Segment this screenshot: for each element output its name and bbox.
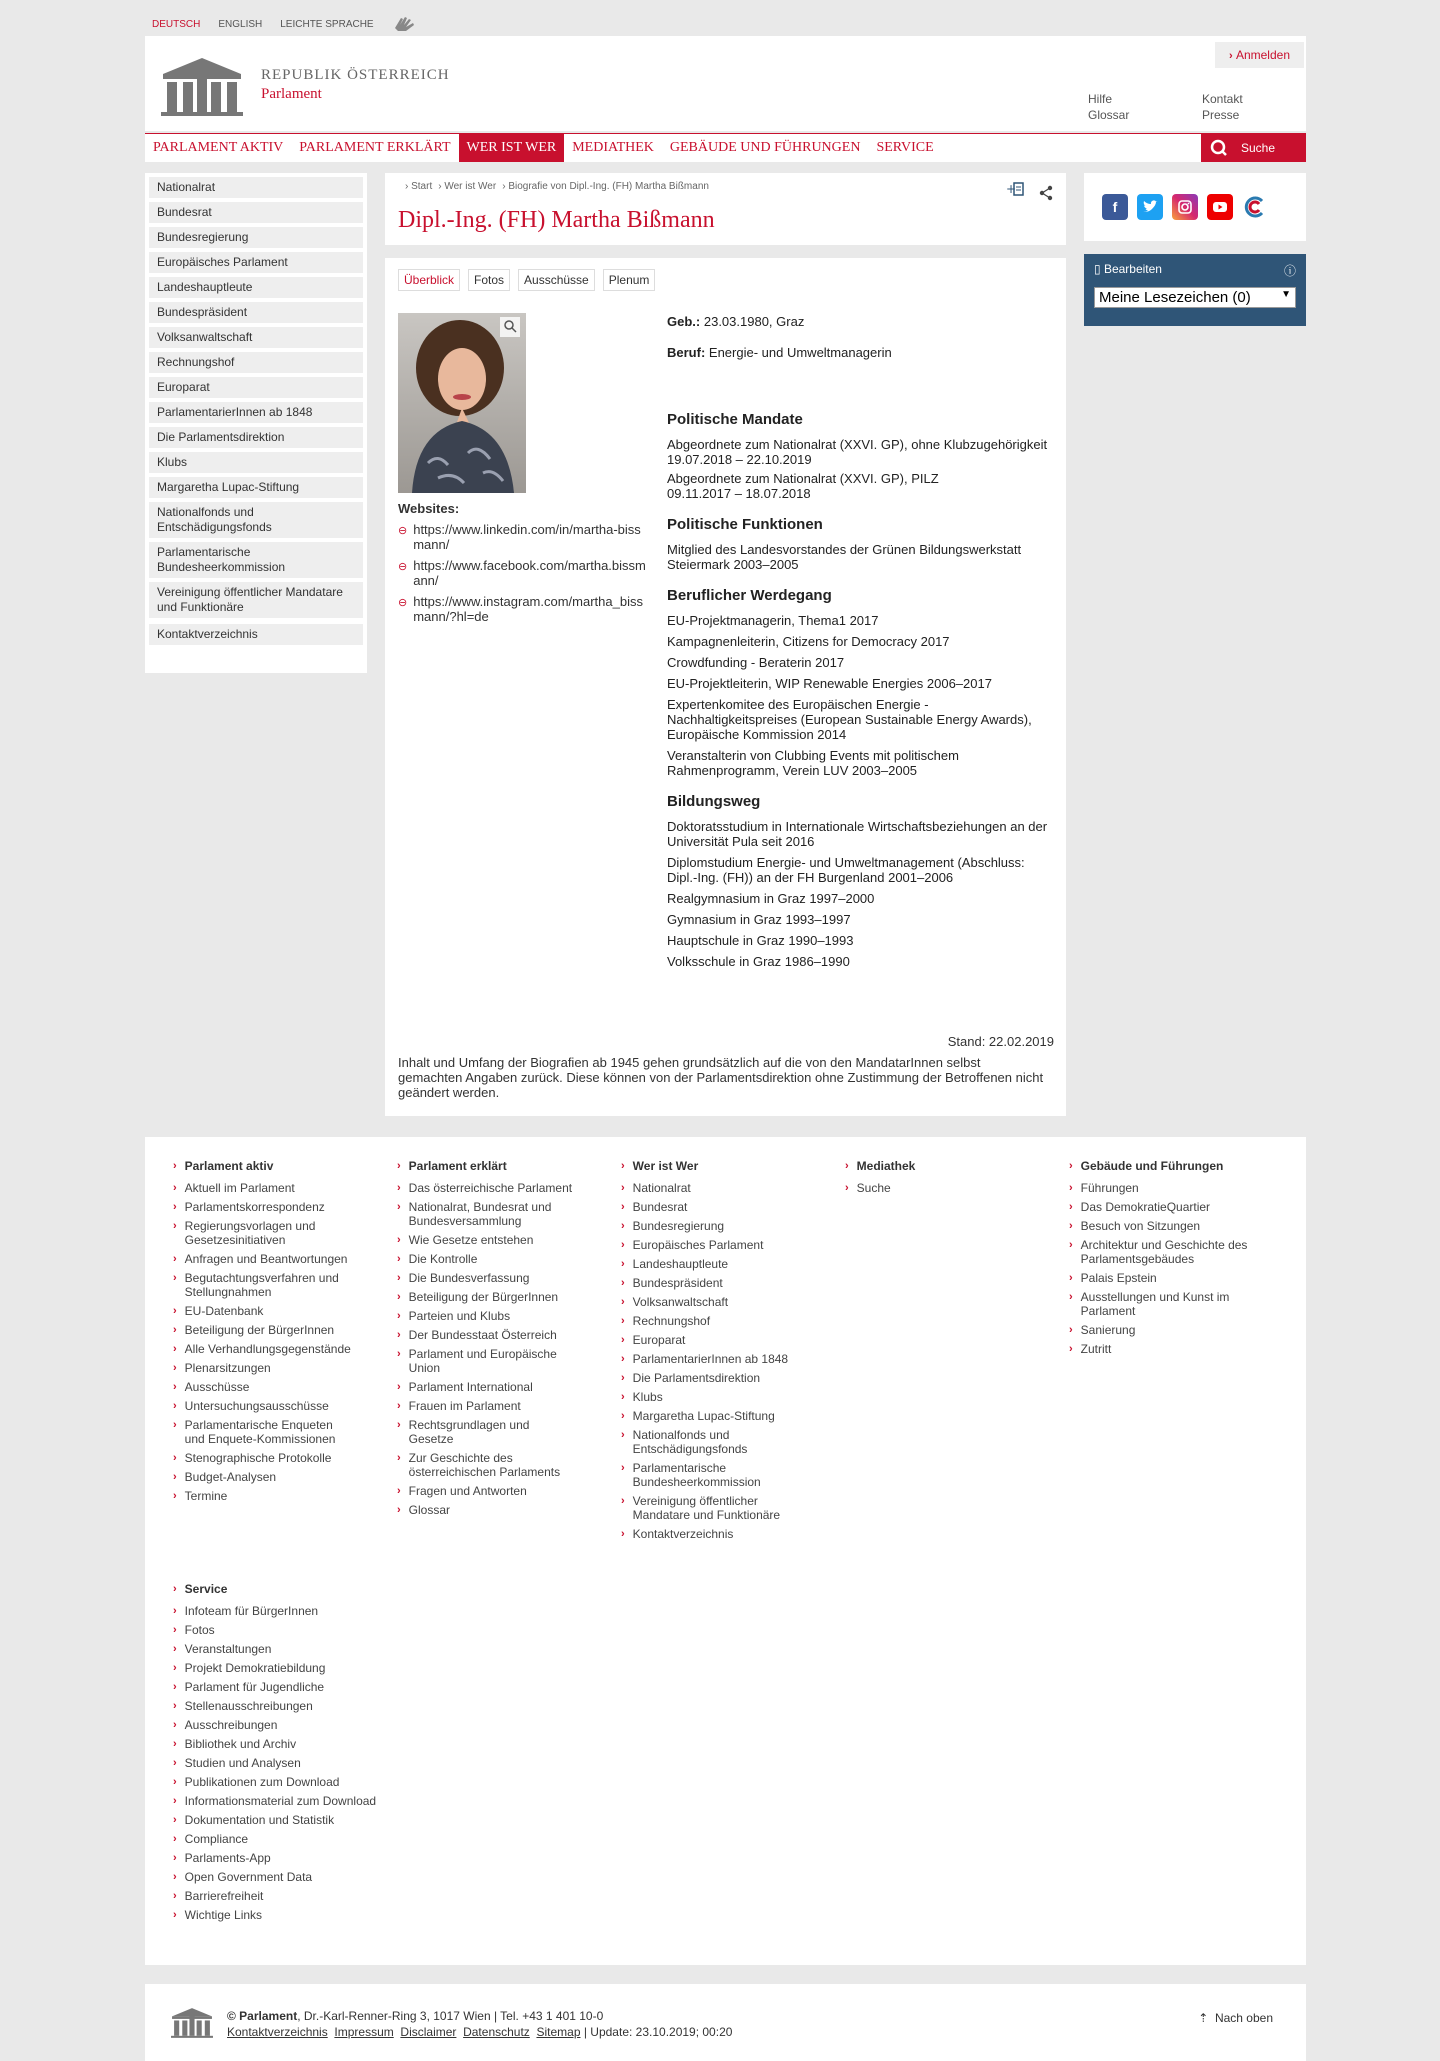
profession-info: Beruf: Energie- und Umweltmanagerin — [667, 345, 892, 360]
funktionen-list — [667, 542, 1055, 572]
footer-link[interactable]: › Klubs — [621, 1390, 663, 1404]
funktion-item: Mitglied des Landesvorstandes der Grünen Bildungswerkstatt Steiermark 2003–2005 — [667, 542, 1022, 572]
portrait-photo[interactable] — [398, 313, 526, 493]
chevron-right-icon: › — [173, 1852, 177, 1864]
breadcrumb-current: › Biografie von Dipl.-Ing. (FH) Martha Bißmann — [502, 181, 709, 192]
chevron-right-icon: › — [173, 1757, 177, 1769]
chevron-right-icon: › — [173, 1182, 177, 1194]
chevron-right-icon: › — [173, 1253, 177, 1265]
footer-col-parlament-aktiv — [173, 1159, 353, 1508]
chevron-right-icon: › — [173, 1419, 177, 1431]
footer-sitemap — [145, 1137, 1306, 1965]
chevron-right-icon: › — [173, 1871, 177, 1883]
footer-address: , Dr.-Karl-Renner-Ring 3, 1017 Wien | Tel. +43 1 401 10-0 — [297, 2009, 604, 2023]
chevron-right-icon: › — [173, 1400, 177, 1412]
chevron-right-icon: › — [173, 1814, 177, 1826]
footer-link[interactable]: › Europarat — [621, 1333, 686, 1347]
bookmark-select[interactable]: Meine Lesezeichen (0) ▼ — [1094, 287, 1296, 308]
footer-org: © Parlament — [227, 2009, 298, 2023]
footer-link[interactable]: › Suche — [845, 1181, 891, 1195]
chevron-right-icon: › — [1069, 1272, 1073, 1284]
footer-link[interactable]: › Compliance — [173, 1832, 249, 1846]
disclaimer-note: Inhalt und Umfang der Biografien ab 1945 gehen grundsätzlich auf die von den MandatarInnen selbst gemachten Angaben zurück. Diese können von der Parlamentsdirektion ohne Zustimmung der Betroffenen nicht geändert werden. — [398, 1055, 1044, 1100]
chevron-right-icon: › — [397, 1452, 401, 1464]
footer-link[interactable]: › Margaretha Lupac-Stiftung — [621, 1409, 775, 1423]
chevron-right-icon: › — [173, 1362, 177, 1374]
footer-link[interactable]: › Rechtsgrundlagen und Gesetze — [397, 1418, 530, 1446]
biography-panel — [385, 258, 1066, 1116]
share-icon[interactable] — [1038, 185, 1054, 201]
twitter-icon[interactable] — [1137, 194, 1163, 220]
chevron-right-icon: › — [397, 1329, 401, 1341]
footer-col-heading[interactable]: › Service — [173, 1582, 228, 1596]
chevron-right-icon: › — [1069, 1160, 1073, 1172]
footer-link[interactable]: › Barrierefreiheit — [173, 1889, 264, 1903]
werdegang-item: Veranstalterin von Clubbing Events mit politischem Rahmenprogramm, Verein LUV 2003–2005 — [667, 748, 959, 778]
chevron-right-icon: › — [397, 1419, 401, 1431]
chevron-right-icon: › — [397, 1400, 401, 1412]
chevron-right-icon: › — [397, 1253, 401, 1265]
chevron-right-icon: › — [621, 1315, 625, 1327]
footer-link[interactable]: › Stellenausschreibungen — [173, 1699, 313, 1713]
nav-service[interactable]: SERVICE — [876, 140, 934, 155]
breadcrumb-start[interactable]: › Start — [405, 181, 433, 192]
websites-section — [398, 501, 648, 630]
mandate-item: Abgeordnete zum Nationalrat (XXVI. GP), ohne Klubzugehörigkeit — [667, 437, 1048, 452]
nav-parlament-erklaert[interactable]: PARLAMENT ERKLÄRT — [299, 140, 451, 155]
chevron-right-icon: › — [173, 1305, 177, 1317]
footer-link[interactable]: › Beteiligung der BürgerInnen — [397, 1290, 559, 1304]
footer-link[interactable]: › Beteiligung der BürgerInnen — [173, 1323, 335, 1337]
footer-link[interactable]: › Rechnungshof — [621, 1314, 711, 1328]
sign-language-icon[interactable] — [392, 14, 418, 35]
press-link[interactable]: Presse — [1202, 108, 1240, 122]
footer-link[interactable]: › Informationsmaterial zum Download — [173, 1794, 377, 1808]
footer-link[interactable]: › Wie Gesetze entstehen — [397, 1233, 534, 1247]
chevron-right-icon: › — [397, 1160, 401, 1172]
breadcrumb-wer-ist-wer[interactable]: › Wer ist Wer — [438, 181, 497, 192]
sidebar-item[interactable]: Klubs — [149, 452, 363, 473]
chevron-right-icon: › — [1069, 1182, 1073, 1194]
bildung-item: Realgymnasium in Graz 1997–2000 — [667, 891, 875, 906]
chevron-right-icon: › — [1069, 1291, 1073, 1303]
mandate-dates: 09.11.2017 – 18.07.2018 — [667, 486, 811, 501]
chevron-right-icon: › — [397, 1182, 401, 1194]
footer-link[interactable]: › Parlamentskorrespondenz — [173, 1200, 325, 1214]
footer-link[interactable]: › ParlamentarierInnen ab 1848 — [621, 1352, 789, 1366]
footer-link[interactable]: › Anfragen und Beantwortungen — [173, 1252, 348, 1266]
chevron-right-icon: › — [173, 1795, 177, 1807]
chevron-right-icon: › — [621, 1201, 625, 1213]
chevron-right-icon: › — [1069, 1220, 1073, 1232]
footer-link[interactable]: › Glossar — [397, 1503, 451, 1517]
sidebar-item[interactable]: Bundesrat — [149, 202, 363, 223]
footer-link[interactable]: › Nationalrat — [621, 1181, 691, 1195]
sidebar-item[interactable]: Europäisches Parlament — [149, 252, 363, 273]
footer-link[interactable]: › Begutachtungsverfahren und Stellungnahmen — [173, 1271, 339, 1299]
svg-text:+: + — [1006, 182, 1017, 196]
sidebar-item[interactable]: Kontaktverzeichnis — [149, 624, 363, 645]
chevron-right-icon: › — [1069, 1324, 1073, 1336]
tab-ausschuesse[interactable]: Ausschüsse — [518, 269, 595, 291]
chevron-right-icon: › — [845, 1182, 849, 1194]
footer-link[interactable]: › Besuch von Sitzungen — [1069, 1219, 1201, 1233]
dropdown-arrow-icon: ▼ — [1281, 289, 1291, 300]
info-icon[interactable]: ⓘ — [1283, 264, 1296, 278]
footer-col-heading[interactable]: › Wer ist Wer — [621, 1159, 699, 1173]
footer-link[interactable]: › Architektur und Geschichte des Parlamentsgebäudes — [1069, 1238, 1248, 1266]
footer-link[interactable]: › Bundespräsident — [621, 1276, 723, 1290]
werdegang-item: Kampagnenleiterin, Citizens for Democracy 2017 — [667, 634, 950, 649]
footer-link[interactable]: › Vereinigung öffentlicher Mandatare und Funktionäre — [621, 1494, 781, 1522]
sidebar-item[interactable]: Landeshauptleute — [149, 277, 363, 298]
external-link-icon: ⊖ — [398, 561, 408, 573]
werdegang-item: EU-Projektmanagerin, Thema1 2017 — [667, 613, 879, 628]
chevron-right-icon: › — [173, 1452, 177, 1464]
chevron-right-icon: › — [173, 1583, 177, 1595]
footer-col-service — [173, 1582, 413, 1927]
parliament-logo-icon — [159, 54, 245, 116]
parliament-logo-small-icon[interactable] — [170, 2006, 214, 2038]
chevron-right-icon: › — [173, 1324, 177, 1336]
chevron-right-icon: › — [173, 1605, 177, 1617]
footer-link[interactable]: › Nationalrat, Bundesrat und Bundesversammlung — [397, 1200, 552, 1228]
chevron-right-icon: › — [397, 1504, 401, 1516]
footer-link[interactable]: › Ausschreibungen — [173, 1718, 278, 1732]
social-links — [1084, 173, 1306, 241]
footer-update: | Update: 23.10.2019; 00:20 — [583, 2025, 733, 2039]
bildung-item: Volksschule in Graz 1986–1990 — [667, 954, 850, 969]
footer-link[interactable]: › Ausstellungen und Kunst im Parlament — [1069, 1290, 1230, 1318]
facebook-icon[interactable]: f — [1102, 194, 1128, 220]
meta-links-left — [1088, 91, 1129, 123]
footer-link[interactable]: › Parlament für Jugendliche — [173, 1680, 325, 1694]
chevron-right-icon: › — [173, 1890, 177, 1902]
page-footer — [145, 1984, 1306, 2061]
tab-ueberblick[interactable]: Überblick — [398, 269, 460, 291]
add-bookmark-icon[interactable] — [1006, 181, 1026, 197]
footer-link-datenschutz[interactable]: Datenschutz — [463, 2025, 530, 2039]
footer-link[interactable]: › Parteien und Klubs — [397, 1309, 511, 1323]
bookmark-panel — [1084, 254, 1306, 326]
chevron-right-icon: › — [621, 1239, 625, 1251]
chevron-right-icon: › — [621, 1160, 625, 1172]
footer-col-parlament-erklaert — [397, 1159, 577, 1522]
login-button[interactable] — [1215, 42, 1304, 68]
chevron-right-icon: › — [173, 1272, 177, 1284]
chevron-right-icon: › — [173, 1381, 177, 1393]
search-button[interactable] — [1201, 134, 1306, 162]
chevron-right-icon: › — [621, 1182, 625, 1194]
chevron-right-icon: › — [1069, 1343, 1073, 1355]
lang-leichte-sprache[interactable]: LEICHTE SPRACHE — [280, 19, 374, 30]
chevron-right-icon: › — [621, 1277, 625, 1289]
footer-link-impressum[interactable]: Impressum — [334, 2025, 394, 2039]
chevron-right-icon: › — [173, 1681, 177, 1693]
title-panel — [385, 173, 1066, 245]
nav-wer-ist-wer[interactable]: WER IST WER — [459, 134, 565, 162]
search-label: Suche — [1241, 141, 1276, 155]
chevron-right-icon: › — [173, 1909, 177, 1921]
footer-link[interactable]: › Zur Geschichte des österreichischen Parlaments — [397, 1451, 561, 1479]
footer-link[interactable]: › Infoteam für BürgerInnen — [173, 1604, 319, 1618]
werdegang-heading: Beruflicher Werdegang — [667, 587, 832, 604]
chevron-right-icon: › — [397, 1310, 401, 1322]
sidebar-item[interactable]: Nationalrat — [149, 177, 363, 198]
footer-link[interactable]: › Palais Epstein — [1069, 1271, 1157, 1285]
lang-english[interactable]: ENGLISH — [218, 19, 263, 30]
footer-link[interactable]: › Stenographische Protokolle — [173, 1451, 332, 1465]
sidebar-item[interactable]: Vereinigung öffentlicher Mandatare und Funktionäre — [149, 582, 363, 618]
chevron-right-icon: › — [845, 1160, 849, 1172]
footer-link[interactable]: › Budget-Analysen — [173, 1470, 277, 1484]
mandate-dates: 19.07.2018 – 22.10.2019 — [667, 452, 812, 467]
bildung-item: Hauptschule in Graz 1990–1993 — [667, 933, 854, 948]
footer-link[interactable]: › Parlament und Europäische Union — [397, 1347, 557, 1375]
footer-link[interactable]: › Europäisches Parlament — [621, 1238, 764, 1252]
werdegang-item: EU-Projektleiterin, WIP Renewable Energies 2006–2017 — [667, 676, 992, 691]
tab-fotos[interactable]: Fotos — [468, 269, 510, 291]
footer-link[interactable]: › Untersuchungsausschüsse — [173, 1399, 329, 1413]
chevron-right-icon: › — [621, 1372, 625, 1384]
footer-link[interactable]: › Sanierung — [1069, 1323, 1136, 1337]
footer-link[interactable]: › Fragen und Antworten — [397, 1484, 527, 1498]
chevron-right-icon: › — [173, 1160, 177, 1172]
chevron-right-icon: › — [621, 1220, 625, 1232]
footer-link[interactable]: › Das österreichische Parlament — [397, 1181, 573, 1195]
nav-parlament-aktiv[interactable]: PARLAMENT AKTIV — [153, 140, 284, 155]
tab-plenum[interactable]: Plenum — [603, 269, 656, 291]
footer-text — [227, 2008, 732, 2040]
footer-link[interactable]: › Der Bundesstaat Österreich — [397, 1328, 557, 1342]
footer-link[interactable]: › Veranstaltungen — [173, 1642, 272, 1656]
logo[interactable] — [159, 54, 450, 116]
footer-link[interactable]: › Fotos — [173, 1623, 215, 1637]
footer-link[interactable]: › Projekt Demokratiebildung — [173, 1661, 326, 1675]
back-to-top-link[interactable]: ⇡ Nach oben — [1198, 2011, 1273, 2025]
mandate-heading: Politische Mandate — [667, 411, 803, 428]
sidebar-item[interactable]: Nationalfonds und Entschädigungsfonds — [149, 502, 363, 538]
chevron-right-icon: › — [397, 1485, 401, 1497]
glossary-link[interactable]: Glossar — [1088, 108, 1130, 122]
footer-link[interactable]: › Aktuell im Parlament — [173, 1181, 295, 1195]
footer-link[interactable]: › Volksanwaltschaft — [621, 1295, 729, 1309]
websites-heading: Websites: — [398, 501, 460, 516]
external-link-icon: ⊖ — [398, 525, 408, 537]
chevron-right-icon: › — [173, 1201, 177, 1213]
footer-link[interactable]: › Die Kontrolle — [397, 1252, 478, 1266]
footer-link[interactable]: › Studien und Analysen — [173, 1756, 301, 1770]
chevron-right-icon: › — [173, 1490, 177, 1502]
lang-deutsch[interactable]: DEUTSCH — [152, 19, 201, 30]
footer-col-gebaeude — [1069, 1159, 1249, 1361]
chevron-right-icon: › — [173, 1220, 177, 1232]
chevron-right-icon: › — [621, 1528, 625, 1540]
breadcrumb — [405, 181, 709, 192]
instagram-icon[interactable] — [1172, 194, 1198, 220]
chevron-right-icon: › — [621, 1495, 625, 1507]
chevron-right-icon: › — [1228, 50, 1233, 62]
nav-gebaeude-fuehrungen[interactable]: GEBÄUDE UND FÜHRUNGEN — [669, 140, 861, 155]
footer-link[interactable]: › Führungen — [1069, 1181, 1139, 1195]
website-link-facebook[interactable]: ⊖ https://www.facebook.com/martha.bissmann/ — [398, 558, 646, 588]
werdegang-item: Expertenkomitee des Europäischen Energie - Nachhaltigkeitspreises (European Sustainable Energy Awards), Europäische Kommission 2014 — [667, 697, 1032, 742]
footer-link[interactable]: › Bundesregierung — [621, 1219, 725, 1233]
funktionen-heading: Politische Funktionen — [667, 516, 823, 533]
nav-mediathek[interactable]: MEDIATHEK — [572, 140, 654, 155]
footer-link[interactable]: › Parlamentarische Enqueten und Enquete-Kommissionen — [173, 1418, 336, 1446]
footer-col-wer-ist-wer — [621, 1159, 801, 1546]
chevron-right-icon: › — [621, 1334, 625, 1346]
mandate-list — [667, 437, 1055, 501]
footer-link[interactable]: › Dokumentation und Statistik — [173, 1813, 335, 1827]
page-title: Dipl.-Ing. (FH) Martha Bißmann — [398, 207, 715, 233]
chevron-right-icon: › — [397, 1272, 401, 1284]
bildung-item: Diplomstudium Energie- und Umweltmanagement (Abschluss: Dipl.-Ing. (FH)) an der FH Burgenland 2001–2006 — [667, 855, 1025, 885]
chevron-right-icon: › — [397, 1291, 401, 1303]
sidebar-item[interactable]: Bundesregierung — [149, 227, 363, 248]
bildung-item: Doktoratsstudium in Internationale Wirtschaftsbeziehungen an der Universität Pula seit 2016 — [667, 819, 1048, 849]
footer-link[interactable]: › Parlament International — [397, 1380, 533, 1394]
footer-link-kontaktverzeichnis[interactable]: Kontaktverzeichnis — [227, 2025, 328, 2039]
bildung-list — [667, 819, 1055, 969]
footer-link[interactable]: › Das DemokratieQuartier — [1069, 1200, 1211, 1214]
sidebar-item[interactable]: Bundespräsident — [149, 302, 363, 323]
chevron-right-icon: › — [621, 1429, 625, 1441]
chevron-right-icon: › — [621, 1391, 625, 1403]
search-icon — [1201, 138, 1241, 158]
chevron-right-icon: › — [173, 1776, 177, 1788]
parliament-app-icon[interactable] — [1242, 194, 1268, 220]
sidebar-item[interactable]: Europarat — [149, 377, 363, 398]
chevron-right-icon: › — [621, 1410, 625, 1422]
werdegang-item: Crowdfunding - Beraterin 2017 — [667, 655, 845, 670]
chevron-right-icon: › — [397, 1381, 401, 1393]
chevron-right-icon: › — [173, 1833, 177, 1845]
chevron-right-icon: › — [621, 1258, 625, 1270]
website-link-linkedin[interactable]: ⊖ https://www.linkedin.com/in/martha-bissmann/ — [398, 522, 641, 552]
footer-link[interactable]: › Termine — [173, 1489, 228, 1503]
chevron-right-icon: › — [397, 1348, 401, 1360]
footer-link[interactable]: › Bundesrat — [621, 1200, 688, 1214]
footer-link[interactable]: › Nationalfonds und Entschädigungsfonds — [621, 1428, 748, 1456]
mandate-item: Abgeordnete zum Nationalrat (XXVI. GP), PILZ — [667, 471, 939, 486]
footer-link[interactable]: › Die Parlamentsdirektion — [621, 1371, 761, 1385]
sidebar-item[interactable]: Margaretha Lupac-Stiftung — [149, 477, 363, 498]
footer-link[interactable]: › Ausschüsse — [173, 1380, 250, 1394]
logo-title: REPUBLIK ÖSTERREICH — [261, 67, 450, 83]
footer-link[interactable]: › Publikationen zum Download — [173, 1775, 340, 1789]
tabs — [398, 269, 655, 291]
meta-links-right — [1202, 91, 1243, 123]
arrow-up-icon: ⇡ — [1198, 2011, 1209, 2025]
footer-link[interactable]: › Alle Verhandlungsgegenstände — [173, 1342, 351, 1356]
bio-details — [667, 314, 1055, 975]
footer-link[interactable]: › Plenarsitzungen — [173, 1361, 271, 1375]
footer-link[interactable]: › Open Government Data — [173, 1870, 313, 1884]
werdegang-list — [667, 613, 1055, 778]
help-link[interactable]: Hilfe — [1088, 92, 1113, 106]
birth-info: Geb.: 23.03.1980, Graz — [667, 314, 805, 329]
chevron-right-icon: › — [173, 1343, 177, 1355]
footer-col-heading[interactable]: › Mediathek — [845, 1159, 916, 1173]
chevron-right-icon: › — [173, 1719, 177, 1731]
contact-link[interactable]: Kontakt — [1202, 92, 1243, 106]
footer-link[interactable]: › Bibliothek und Archiv — [173, 1737, 297, 1751]
sidebar-item[interactable]: Die Parlamentsdirektion — [149, 427, 363, 448]
footer-link[interactable]: › Frauen im Parlament — [397, 1399, 521, 1413]
sidebar-item[interactable]: Volksanwaltschaft — [149, 327, 363, 348]
chevron-right-icon: › — [397, 1234, 401, 1246]
footer-link[interactable]: › Wichtige Links — [173, 1908, 263, 1922]
chevron-right-icon: › — [173, 1643, 177, 1655]
stand-date: Stand: 22.02.2019 — [947, 1034, 1054, 1049]
sidebar-item[interactable]: Rechnungshof — [149, 352, 363, 373]
footer-link-disclaimer[interactable]: Disclaimer — [400, 2025, 457, 2039]
chevron-right-icon: › — [173, 1662, 177, 1674]
chevron-right-icon: › — [621, 1462, 625, 1474]
footer-link[interactable]: › Zutritt — [1069, 1342, 1112, 1356]
bookmark-edit[interactable]: ▯ Bearbeiten — [1094, 262, 1162, 276]
chevron-right-icon: › — [173, 1738, 177, 1750]
footer-col-heading[interactable]: › Parlament erklärt — [397, 1159, 507, 1173]
footer-link[interactable]: › Parlamentarische Bundesheerkommission — [621, 1461, 761, 1489]
left-sidebar — [145, 173, 367, 673]
chevron-right-icon: › — [621, 1296, 625, 1308]
footer-link[interactable]: › Kontaktverzeichnis — [621, 1527, 734, 1541]
chevron-right-icon: › — [173, 1624, 177, 1636]
site-header — [145, 36, 1306, 131]
external-link-icon: ⊖ — [398, 597, 408, 609]
bildung-item: Gymnasium in Graz 1993–1997 — [667, 912, 851, 927]
chevron-right-icon: › — [621, 1353, 625, 1365]
footer-link[interactable]: › Landeshauptleute — [621, 1257, 729, 1271]
footer-link[interactable]: › Parlaments-App — [173, 1851, 271, 1865]
login-label: Anmelden — [1235, 48, 1290, 62]
website-link-instagram[interactable]: ⊖ https://www.instagram.com/martha_bissmann/?hl=de — [398, 594, 643, 624]
main-nav — [145, 133, 1306, 162]
chevron-right-icon: › — [1069, 1239, 1073, 1251]
chevron-right-icon: › — [173, 1700, 177, 1712]
sidebar-item[interactable]: ParlamentarierInnen ab 1848 — [149, 402, 363, 423]
footer-col-heading[interactable]: › Parlament aktiv — [173, 1159, 274, 1173]
chevron-right-icon: › — [173, 1471, 177, 1483]
footer-col-heading[interactable]: › Gebäude und Führungen — [1069, 1159, 1224, 1173]
language-bar — [152, 14, 418, 35]
footer-link[interactable]: › EU-Datenbank — [173, 1304, 264, 1318]
chevron-right-icon: › — [1069, 1201, 1073, 1213]
footer-link[interactable]: › Die Bundesverfassung — [397, 1271, 530, 1285]
logo-subtitle: Parlament — [261, 86, 322, 102]
footer-col-mediathek — [845, 1159, 1025, 1200]
youtube-icon[interactable] — [1207, 194, 1233, 220]
footer-link-sitemap[interactable]: Sitemap — [536, 2025, 581, 2039]
footer-link[interactable]: › Regierungsvorlagen und Gesetzesinitiativen — [173, 1219, 316, 1247]
bildung-heading: Bildungsweg — [667, 793, 761, 810]
sidebar-item[interactable]: Parlamentarische Bundesheerkommission — [149, 542, 363, 578]
chevron-right-icon: › — [397, 1201, 401, 1213]
